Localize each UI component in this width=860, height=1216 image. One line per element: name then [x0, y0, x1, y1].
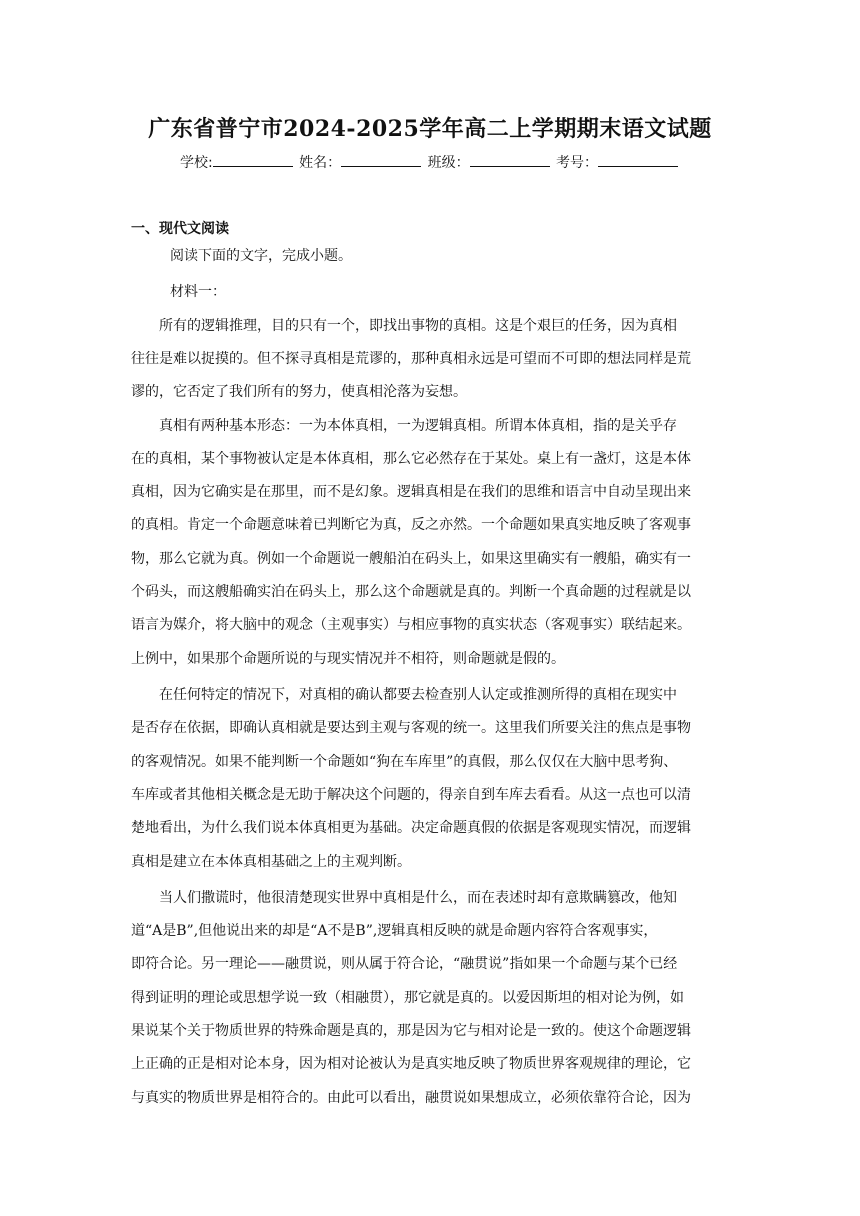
class-label: 班级： — [427, 155, 470, 171]
passage-line: 在任何特定的情况下，对真相的确认都要去检查别人认定或推测所得的真相在现实中 — [131, 687, 677, 703]
passage-line: 果说某个关于物质世界的特殊命题是真的，那是因为它与相对论是一致的。使这个命题逻辑 — [131, 1023, 691, 1039]
passage-line: 的客观情况。如果不能判断一个命题如“狗在车库里”的真假，那么仅仅在大脑中思考狗、 — [131, 754, 678, 770]
name-blank[interactable] — [341, 152, 421, 167]
passage-line: 当人们撒谎时，他很清楚现实世界中真相是什么，而在表述时却有意欺瞒篡改，他知 — [131, 890, 677, 906]
passage-line: 道“A是B”,但他说出来的却是“A不是B”,逻辑真相反映的就是命题内容符合客观事实， — [131, 923, 658, 939]
passage-line: 车库或者其他相关概念是无助于解决这个问题的，得亲自到车库去看看。从这一点也可以清 — [131, 787, 691, 803]
passage-line: 谬的，它否定了我们所有的努力，使真相沦落为妄想。 — [131, 384, 467, 400]
passage-line: 上例中，如果那个命题所说的与现实情况并不相符，则命题就是假的。 — [131, 651, 565, 667]
exam-number-label: 考号： — [556, 155, 599, 171]
exam-title: 广东省普宁市2024-2025学年高二上学期期末语文试题 — [148, 116, 712, 142]
school-label: 学校: — [179, 155, 213, 171]
passage-line: 即符合论。另一理论——融贯说，则从属于符合论，“融贯说”指如果一个命题与某个已经 — [131, 956, 678, 972]
name-label: 姓名： — [299, 155, 342, 171]
passage-line: 上正确的正是相对论本身，因为相对论被认为是真实地反映了物质世界客观规律的理论，它 — [131, 1056, 691, 1072]
school-blank[interactable] — [213, 152, 293, 167]
passage-line: 楚地看出，为什么我们说本体真相更为基础。决定命题真假的依据是客观现实情况，而逻辑 — [131, 820, 691, 836]
passage-line: 真相，因为它确实是在那里，而不是幻象。逻辑真相是在我们的思维和语言中自动呈现出来 — [131, 484, 691, 500]
passage-line: 与真实的物质世界是相符合的。由此可以看出，融贯说如果想成立，必须依靠符合论，因为 — [131, 1090, 691, 1106]
passage-line: 得到证明的理论或思想学说一致（相融贯），那它就是真的。以爱因斯坦的相对论为例，如 — [131, 990, 684, 1006]
passage-line: 语言为媒介，将大脑中的观念（主观事实）与相应事物的真实状态（客观事实）联结起来。 — [131, 617, 691, 633]
passage-line: 往往是难以捉摸的。但不探寻真相是荒谬的，那种真相永远是可望而不可即的想法同样是荒 — [131, 351, 691, 367]
passage-line: 真相有两种基本形态：一为本体真相，一为逻辑真相。所谓本体真相，指的是关乎存 — [131, 418, 677, 434]
passage-line: 是否存在依据，即确认真相就是要达到主观与客观的统一。这里我们所要关注的焦点是事物 — [131, 720, 691, 736]
passage-line: 所有的逻辑推理，目的只有一个，即找出事物的真相。这是个艰巨的任务，因为真相 — [131, 318, 677, 334]
section-heading: 一、现代文阅读 — [131, 221, 229, 237]
passage-line: 在的真相，某个事物被认定是本体真相，那么它必然存在于某处。桌上有一盏灯，这是本体 — [131, 451, 691, 467]
passage-line: 真相是建立在本体真相基础之上的主观判断。 — [131, 854, 411, 870]
passage-line: 的真相。肯定一个命题意味着已判断它为真，反之亦然。一个命题如果真实地反映了客观事 — [131, 517, 691, 533]
exam-number-blank[interactable] — [598, 152, 678, 167]
class-blank[interactable] — [470, 152, 550, 167]
material-label: 材料一： — [170, 284, 226, 300]
student-info-row — [0, 152, 860, 172]
reading-instruction: 阅读下面的文字，完成小题。 — [170, 248, 352, 264]
passage-line: 物，那么它就为真。例如一个命题说一艘船泊在码头上，如果这里确实有一艘船，确实有一 — [131, 551, 691, 567]
passage-line: 个码头，而这艘船确实泊在码头上，那么这个命题就是真的。判断一个真命题的过程就是以 — [131, 584, 691, 600]
